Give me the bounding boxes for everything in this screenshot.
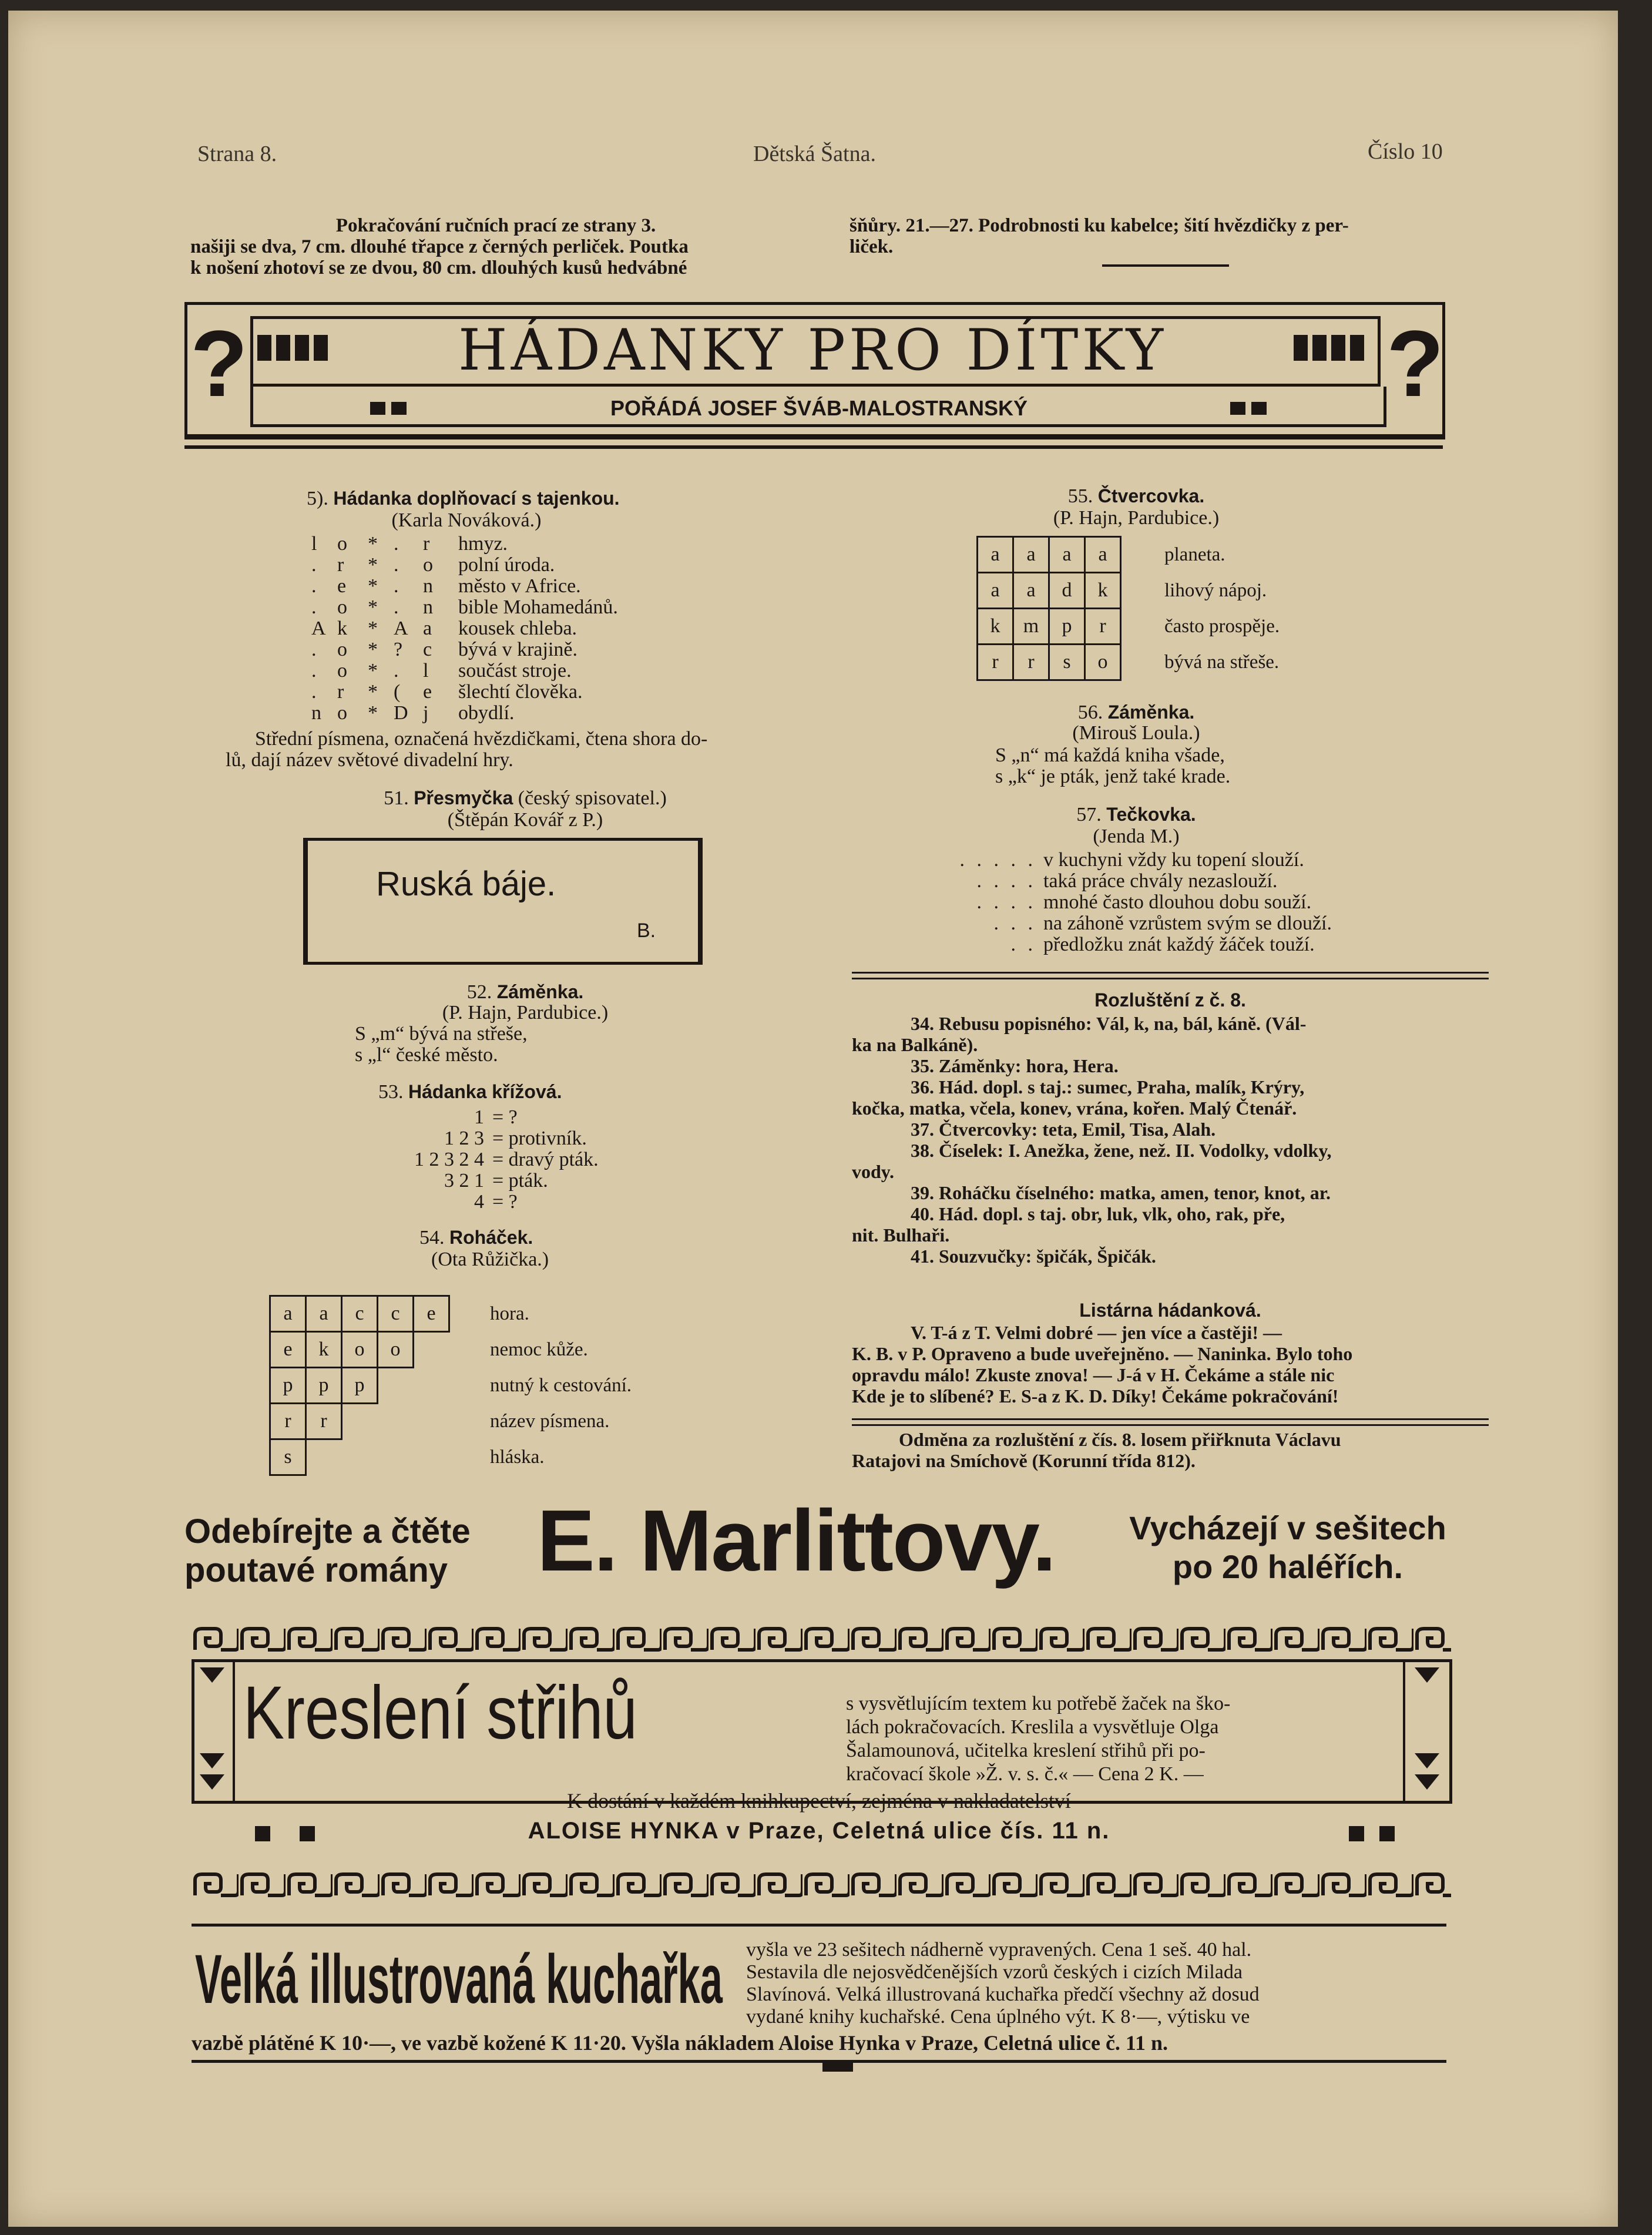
spacer	[192, 1800, 1446, 1803]
grid-cell: o	[378, 1332, 414, 1368]
ad-text-line: vydané knihy kuchařské. Cena úplného výt. K 8·—, výtisku ve	[746, 2006, 1250, 2028]
puzzle-letter: l	[311, 533, 317, 555]
solution-line: 35. Záměnky: hora, Hera.	[911, 1055, 1119, 1076]
ornament-square	[1349, 1826, 1364, 1841]
ad-marlitt-right	[1117, 1509, 1458, 1586]
puzzle-letter: *	[368, 575, 378, 597]
grid-row	[270, 1404, 449, 1439]
newspaper-page	[8, 11, 1618, 2227]
puzzle-author: (P. Hajn, Pardubice.)	[1053, 507, 1220, 529]
solution-line: 38. Číselek: I. Anežka, žene, než. II. Vodolky, vdolky,	[911, 1140, 1332, 1161]
puzzle-row	[907, 871, 1436, 892]
puzzle-letter: (	[394, 681, 401, 703]
grid-wrap	[976, 536, 1280, 681]
letter-grid	[269, 1295, 450, 1476]
puzzle-hint: = ?	[492, 1191, 518, 1213]
puzzle-number: 53.	[378, 1081, 404, 1103]
puzzle-letter: n	[423, 575, 433, 597]
puzzle-row	[367, 1149, 660, 1170]
puzzle-number: 57.	[1076, 804, 1102, 825]
puzzle-56-heading	[972, 702, 1301, 723]
puzzle-letter: .	[311, 681, 317, 703]
dot-pattern: . . . .	[976, 891, 1036, 913]
puzzle-title: Hádanka doplňovací s tajenkou.	[333, 488, 620, 509]
puzzle-letter: *	[368, 639, 378, 660]
puzzle-author: (Štěpán Kovář z P.)	[447, 809, 603, 831]
puzzle-letter: A	[394, 618, 408, 639]
grid-hint: název písmena.	[490, 1411, 610, 1432]
puzzle-letter: o	[337, 596, 347, 618]
puzzle-56-text	[995, 745, 1230, 787]
puzzle-hint: = pták.	[492, 1170, 548, 1192]
puzzle-letter: o	[337, 639, 347, 660]
ad-text-line: Slavínová. Velká illustrovaná kuchařka předčí všechny až dosud	[746, 1984, 1260, 2005]
ad-kucharka-bottom-rule	[192, 2060, 1446, 2063]
solution-line: vody.	[852, 1161, 895, 1182]
puzzle-letter: .	[311, 639, 317, 660]
puzzle-row	[907, 892, 1436, 913]
divider	[852, 972, 1489, 974]
dot-pattern: . . . . .	[959, 849, 1036, 871]
ad-line: Odebírejte a čtěte	[184, 1512, 471, 1551]
puzzle-hint: v kuchyni vždy ku topení slouží.	[1043, 849, 1304, 871]
puzzle-letter: A	[311, 618, 326, 639]
grid-hint: hora.	[490, 1303, 529, 1324]
listarna-line: Kde je to slíbené? E. S-a z K. D. Díky! Čekáme pokračování!	[852, 1385, 1339, 1407]
grid-empty	[306, 1439, 342, 1475]
grid-empty	[378, 1439, 414, 1475]
puzzle-57-rows	[907, 850, 1436, 955]
grid-empty	[414, 1332, 449, 1368]
puzzle-number: 55.	[1067, 485, 1093, 507]
ornament-bars-right	[1294, 335, 1368, 361]
puzzle-number: 56.	[1077, 702, 1103, 723]
puzzle-letter: ?	[394, 639, 403, 660]
puzzle-hint: bible Mohamedánů.	[458, 596, 618, 618]
grid-row	[270, 1332, 449, 1368]
grid-row	[978, 645, 1121, 680]
puzzle-row	[311, 597, 723, 618]
puzzle-letter: .	[311, 596, 317, 618]
solution-line: 37. Čtvercovky: teta, Emil, Tisa, Alah.	[911, 1119, 1216, 1140]
reward-line: Ratajovi na Smíchově (Korunní třída 812).	[852, 1450, 1196, 1471]
grid-row	[270, 1296, 449, 1332]
divider	[852, 978, 1489, 979]
dot-pattern: . .	[1010, 934, 1036, 955]
ad-text-line: s vysvětlujícím textem ku potřebě žaček na ško-	[846, 1693, 1231, 1714]
puzzle-title: Tečkovka.	[1106, 804, 1196, 825]
listarna-line: opravdu málo! Zkuste znova! — J-á v H. Čekáme a stále nic	[852, 1364, 1335, 1385]
ornament-squares-right	[1230, 402, 1267, 415]
grid-hint: nutný k cestování.	[490, 1375, 632, 1396]
short-divider	[1102, 264, 1229, 267]
ad-kucharka-bottom: vazbě plátěné K 10·—, ve vazbě kožené K 11·20. Vyšla nákladem Aloise Hynka v Praze, Celetná ulice č. 11 n.	[192, 2031, 1168, 2055]
puzzle-row	[311, 703, 723, 724]
puzzle-hint: bývá v krajině.	[458, 639, 577, 660]
grid-cell: a	[1049, 537, 1085, 573]
puzzle-50-rows	[311, 533, 723, 724]
grid-hint: lihový nápoj.	[1164, 580, 1267, 601]
continuation-left-line: našiji se dva, 7 cm. dlouhé třapce z černých perliček. Poutka	[190, 236, 689, 257]
puzzle-54-grid	[269, 1295, 632, 1476]
puzzle-subtitle: (český spisovatel.)	[518, 787, 667, 809]
puzzle-letter: k	[337, 618, 347, 639]
reward-line: Odměna za rozluštění z čís. 8. losem přiřknuta Václavu	[899, 1429, 1341, 1450]
grid-row	[270, 1368, 449, 1404]
ad-marlitt-left	[184, 1512, 471, 1590]
ad-line: po 20 haléřích.	[1172, 1548, 1403, 1585]
grid-cell: e	[270, 1332, 306, 1368]
puzzle-letter: e	[423, 681, 432, 703]
dot-pattern: . . . .	[976, 870, 1036, 892]
puzzle-letter: n	[423, 596, 433, 618]
solution-line: kočka, matka, včela, konev, vrána, kořen. Malý Čtenář.	[852, 1098, 1297, 1119]
grid-row	[978, 537, 1121, 573]
puzzle-row	[311, 682, 723, 703]
listarna-title: Listárna hádanková.	[1079, 1300, 1261, 1321]
puzzle-line: s „l“ české město.	[355, 1044, 498, 1066]
ad-strihu-left-strip	[192, 1659, 235, 1804]
puzzle-letter: o	[337, 702, 347, 724]
reward-note	[852, 1429, 1492, 1471]
puzzle-row	[907, 913, 1436, 934]
note-line: Střední písmena, označená hvězdičkami, čtena shora do-	[255, 728, 708, 750]
ad-strihu-text	[846, 1692, 1428, 1786]
solutions-list	[852, 1013, 1492, 1267]
grid-cell: r	[270, 1404, 306, 1439]
ad-text-line: kračovací škole »Ž. v. s. č.« — Cena 2 K. —	[846, 1763, 1204, 1785]
puzzle-letter: .	[394, 660, 399, 682]
puzzle-letter: .	[394, 596, 399, 618]
ad-text-line: Sestavila dle nejosvědčenějších vzorů českých i cizích Milada	[746, 1961, 1243, 1983]
solution-line: 39. Roháčku číselného: matka, amen, tenor, knot, ar.	[911, 1182, 1331, 1203]
puzzle-title: Záměnka.	[1107, 702, 1195, 723]
listarna-line: V. T-á z T. Velmi dobré — jen více a častěji! —	[911, 1322, 1282, 1343]
grid-cell: o	[342, 1332, 378, 1368]
continuation-right-line: šňůry. 21.—27. Podrobnosti ku kabelce; šití hvězdičky z per-	[849, 215, 1349, 236]
continuation-title: Pokračování ručních prací ze strany 3.	[335, 215, 656, 236]
ornament-bars-left	[257, 335, 331, 361]
puzzle-number-code: 4	[474, 1191, 484, 1213]
ad-text-line: Šalamounová, učitelka kreslení střihů při po-	[846, 1740, 1206, 1761]
puzzle-hint: šlechtí člověka.	[458, 681, 583, 703]
solution-line: nit. Bulhaři.	[852, 1224, 950, 1246]
listarna-list	[852, 1322, 1492, 1407]
puzzle-title: Záměnka.	[496, 981, 584, 1002]
grid-cell: s	[270, 1439, 306, 1475]
puzzle-number: 52.	[466, 981, 492, 1003]
grid-hint: bývá na střeše.	[1164, 652, 1280, 673]
puzzle-line: s „k“ je pták, jenž také krade.	[995, 766, 1231, 787]
listarna-line: K. B. v P. Opraveno a bude uveřejněno. — Naninka. Bylo toho	[852, 1343, 1353, 1364]
grid-empty	[342, 1404, 378, 1439]
anagram-signature: B.	[637, 919, 656, 942]
puzzle-number: 54.	[419, 1227, 445, 1249]
grid-row	[978, 573, 1121, 609]
grid-row	[270, 1439, 449, 1475]
grid-cell: a	[978, 537, 1013, 573]
ad-text-line: lách pokračovacích. Kreslila a vysvětluje Olga	[846, 1716, 1219, 1738]
puzzle-hint: = protivník.	[492, 1127, 587, 1149]
puzzle-row	[311, 618, 723, 639]
puzzle-title: Hádanka křížová.	[408, 1081, 562, 1102]
ad-line: poutavé romány	[184, 1551, 448, 1589]
note-line: lů, dají název světové divadelní hry.	[226, 749, 513, 771]
puzzle-letter: n	[311, 702, 321, 724]
grid-hint: nemoc kůže.	[490, 1339, 588, 1360]
ad-strihu-availability: K dostání v každém knihkupectví, zejména v nakladatelství	[567, 1789, 1071, 1813]
puzzle-letter: o	[337, 533, 347, 555]
puzzle-54-heading	[419, 1227, 533, 1249]
puzzle-letter: *	[368, 702, 378, 724]
puzzle-number-code: 1	[474, 1106, 484, 1128]
issue-number: Číslo 10	[1368, 139, 1443, 164]
anagram-text: Ruská báje.	[376, 865, 556, 903]
grid-cell: k	[978, 609, 1013, 645]
puzzle-author: (Jenda M.)	[1093, 825, 1180, 847]
grid-cell: k	[306, 1332, 342, 1368]
grid-empty	[414, 1404, 449, 1439]
puzzle-line: S „n“ má každá kniha všade,	[995, 744, 1225, 766]
grid-cell: e	[414, 1296, 449, 1332]
puzzle-letter: .	[311, 554, 317, 576]
puzzle-row	[367, 1107, 660, 1128]
divider	[852, 1424, 1489, 1426]
puzzle-hint: = dravý pták.	[492, 1149, 599, 1170]
ad-line: Vycházejí v sešitech	[1129, 1509, 1446, 1546]
banner-subtitle: POŘÁDÁ JOSEF ŠVÁB-MALOSTRANSKÝ	[610, 396, 1028, 420]
puzzle-51-heading	[226, 787, 825, 809]
puzzle-letter: .	[311, 660, 317, 682]
grid-empty	[378, 1368, 414, 1404]
grid-cell: m	[1013, 609, 1049, 645]
grid-empty	[414, 1368, 449, 1404]
grid-cell: s	[1049, 645, 1085, 680]
puzzle-number: 5).	[307, 488, 328, 509]
ad-kucharka-title: Velká illustrovaná kuchařka	[195, 1941, 723, 2018]
grid-cell: c	[342, 1296, 378, 1332]
puzzle-hint: kousek chleba.	[458, 618, 577, 639]
continuation-left	[190, 236, 819, 278]
puzzle-50-note	[226, 729, 813, 771]
grid-hint: planeta.	[1164, 544, 1225, 565]
grid-cell: c	[378, 1296, 414, 1332]
puzzle-letter: o	[337, 660, 347, 682]
grid-cell: r	[978, 645, 1013, 680]
grid-cell: d	[1049, 573, 1085, 609]
puzzle-55-grid	[976, 536, 1280, 681]
solution-line: 36. Hád. dopl. s taj.: sumec, Praha, malík, Krýry,	[911, 1076, 1305, 1098]
journal-title: Dětská Šatna.	[753, 142, 876, 166]
ad-kucharka-text	[746, 1939, 1451, 2028]
ad-kucharka-top-rule	[192, 1924, 1446, 1927]
solution-line: ka na Balkáně).	[852, 1034, 978, 1055]
puzzle-letter: .	[394, 554, 399, 576]
puzzle-letter: *	[368, 596, 378, 618]
puzzle-row	[311, 555, 723, 576]
grid-cell: a	[1085, 537, 1121, 573]
puzzle-row	[311, 639, 723, 660]
puzzle-title: Čtvercovka.	[1097, 485, 1205, 506]
grid-wrap	[269, 1295, 632, 1476]
puzzle-hint: polní úroda.	[458, 554, 555, 576]
puzzle-hint: na záhoně vzrůstem svým se dlouží.	[1043, 912, 1332, 934]
puzzle-letter: *	[368, 618, 378, 639]
puzzle-number-code: 1 2 3 2 4	[414, 1149, 484, 1170]
anagram-box	[303, 838, 703, 965]
grid-cell: r	[1013, 645, 1049, 680]
puzzle-row	[311, 576, 723, 597]
solution-line: 34. Rebusu popisného: Vál, k, na, bál, káně. (Vál-	[911, 1013, 1307, 1034]
puzzle-letter: *	[368, 681, 378, 703]
puzzle-letter: e	[337, 575, 347, 597]
grid-empty	[414, 1439, 449, 1475]
puzzle-author: (Mirouš Loula.)	[1072, 722, 1200, 744]
grid-cell: a	[306, 1296, 342, 1332]
puzzle-row	[907, 850, 1436, 871]
puzzle-hint: součást stroje.	[458, 660, 572, 682]
puzzle-letter: .	[394, 575, 399, 597]
ad-text-line: vyšla ve 23 sešitech nádherně vypravených. Cena 1 seš. 40 hal.	[746, 1939, 1252, 1961]
grid-cell: k	[1085, 573, 1121, 609]
puzzle-row	[367, 1128, 660, 1149]
arrow-down-icon	[192, 1659, 233, 1804]
ad-marlitt-name: E. Marlittovy.	[537, 1492, 1056, 1589]
puzzle-number-code: 1 2 3	[444, 1127, 484, 1149]
grid-row	[978, 609, 1121, 645]
puzzle-number: 51.	[384, 787, 409, 809]
ornament-squares-left	[370, 402, 407, 415]
puzzle-row	[311, 533, 723, 555]
puzzle-title: Přesmyčka	[414, 787, 513, 808]
ornamental-border-bottom	[192, 1870, 1451, 1900]
puzzle-55-heading	[972, 485, 1301, 507]
grid-cell: a	[270, 1296, 306, 1332]
solution-line: 40. Hád. dopl. s taj. obr, luk, vlk, oho, rak, pře,	[911, 1203, 1285, 1224]
puzzle-letter: l	[423, 660, 429, 682]
ornament-square	[255, 1826, 270, 1841]
puzzle-letter: *	[368, 660, 378, 682]
continuation-left-line: k nošení zhotoví se ze dvou, 80 cm. dlouhých kusů hedvábné	[190, 257, 687, 278]
continuation-right-line: liček.	[849, 236, 894, 257]
ad-strihu-title: Kreslení střihů	[243, 1671, 637, 1755]
continuation-right	[849, 215, 1484, 257]
grid-hint: často prospěje.	[1164, 616, 1280, 637]
puzzle-author: (P. Hajn, Pardubice.)	[442, 1002, 609, 1023]
banner-title: HÁDANKY PRO DÍTKY	[458, 317, 1167, 383]
divider	[852, 1418, 1489, 1420]
ornament-square	[300, 1826, 315, 1841]
puzzle-letter: o	[423, 554, 433, 576]
puzzle-52-text	[355, 1023, 528, 1066]
puzzle-row	[907, 934, 1436, 955]
puzzle-line: S „m“ bývá na střeše,	[355, 1023, 528, 1045]
puzzle-title: Roháček.	[449, 1227, 533, 1248]
wave-border-graphic	[192, 1870, 1451, 1900]
letter-grid	[976, 536, 1122, 681]
puzzle-author: (Ota Růžička.)	[431, 1249, 549, 1270]
puzzle-letter: .	[311, 575, 317, 597]
grid-cell: p	[1049, 609, 1085, 645]
solutions-title: Rozluštění z č. 8.	[1094, 989, 1246, 1011]
puzzle-letter: D	[394, 702, 408, 724]
puzzle-hint: taká práce chvály nezaslouží.	[1043, 870, 1278, 892]
banner-underline	[184, 445, 1443, 449]
grid-empty	[342, 1439, 378, 1475]
grid-cell: r	[1085, 609, 1121, 645]
puzzle-author: (Karla Nováková.)	[391, 509, 542, 531]
puzzle-letter: c	[423, 639, 432, 660]
puzzle-number-code: 3 2 1	[444, 1170, 484, 1192]
grid-cell: a	[978, 573, 1013, 609]
puzzle-letter: *	[368, 533, 378, 555]
puzzle-hint: předložku znát každý žáček touží.	[1043, 934, 1315, 955]
riddles-banner	[184, 302, 1443, 435]
puzzle-row	[311, 660, 723, 682]
ornament-square	[1379, 1826, 1395, 1841]
puzzle-letter: *	[368, 554, 378, 576]
puzzle-53-heading	[378, 1081, 562, 1103]
puzzle-hint: město v Africe.	[458, 575, 581, 597]
puzzle-hint: = ?	[492, 1106, 518, 1128]
puzzle-hint: mnohé často dlouhou dobu souží.	[1043, 891, 1312, 913]
puzzle-53-rows	[367, 1107, 660, 1213]
puzzle-hint: obydlí.	[458, 702, 515, 724]
solution-line: 41. Souzvučky: špičák, Špičák.	[911, 1246, 1156, 1267]
ornament-block	[822, 2062, 853, 2072]
grid-cell: p	[342, 1368, 378, 1404]
puzzle-row	[367, 1170, 660, 1192]
puzzle-52-heading	[226, 981, 825, 1003]
puzzle-letter: a	[423, 618, 432, 639]
ornamental-border-top	[192, 1624, 1451, 1655]
dot-pattern: . . .	[993, 912, 1036, 934]
puzzle-letter: r	[423, 533, 430, 555]
question-mark-right-icon: ?	[1386, 311, 1444, 416]
puzzle-letter: r	[337, 554, 344, 576]
grid-cell: a	[1013, 573, 1049, 609]
page-number-left: Strana 8.	[197, 142, 277, 166]
grid-empty	[378, 1404, 414, 1439]
question-mark-left-icon: ?	[190, 311, 248, 416]
puzzle-50-heading	[307, 488, 620, 509]
puzzle-row	[367, 1192, 660, 1213]
grid-cell: p	[270, 1368, 306, 1404]
grid-hint: hláska.	[490, 1447, 545, 1468]
ad-strihu-publisher: ALOISE HYNKA v Praze, Celetná ulice čís. 11 n.	[528, 1818, 1110, 1844]
puzzle-letter: .	[394, 533, 399, 555]
grid-cell: a	[1013, 537, 1049, 573]
grid-cell: p	[306, 1368, 342, 1404]
puzzle-hint: hmyz.	[458, 533, 508, 555]
puzzle-letter: r	[337, 681, 344, 703]
grid-cell: o	[1085, 645, 1121, 680]
grid-cell: r	[306, 1404, 342, 1439]
puzzle-57-heading	[972, 804, 1301, 825]
wave-border-graphic	[192, 1624, 1451, 1655]
puzzle-letter: j	[423, 702, 429, 724]
